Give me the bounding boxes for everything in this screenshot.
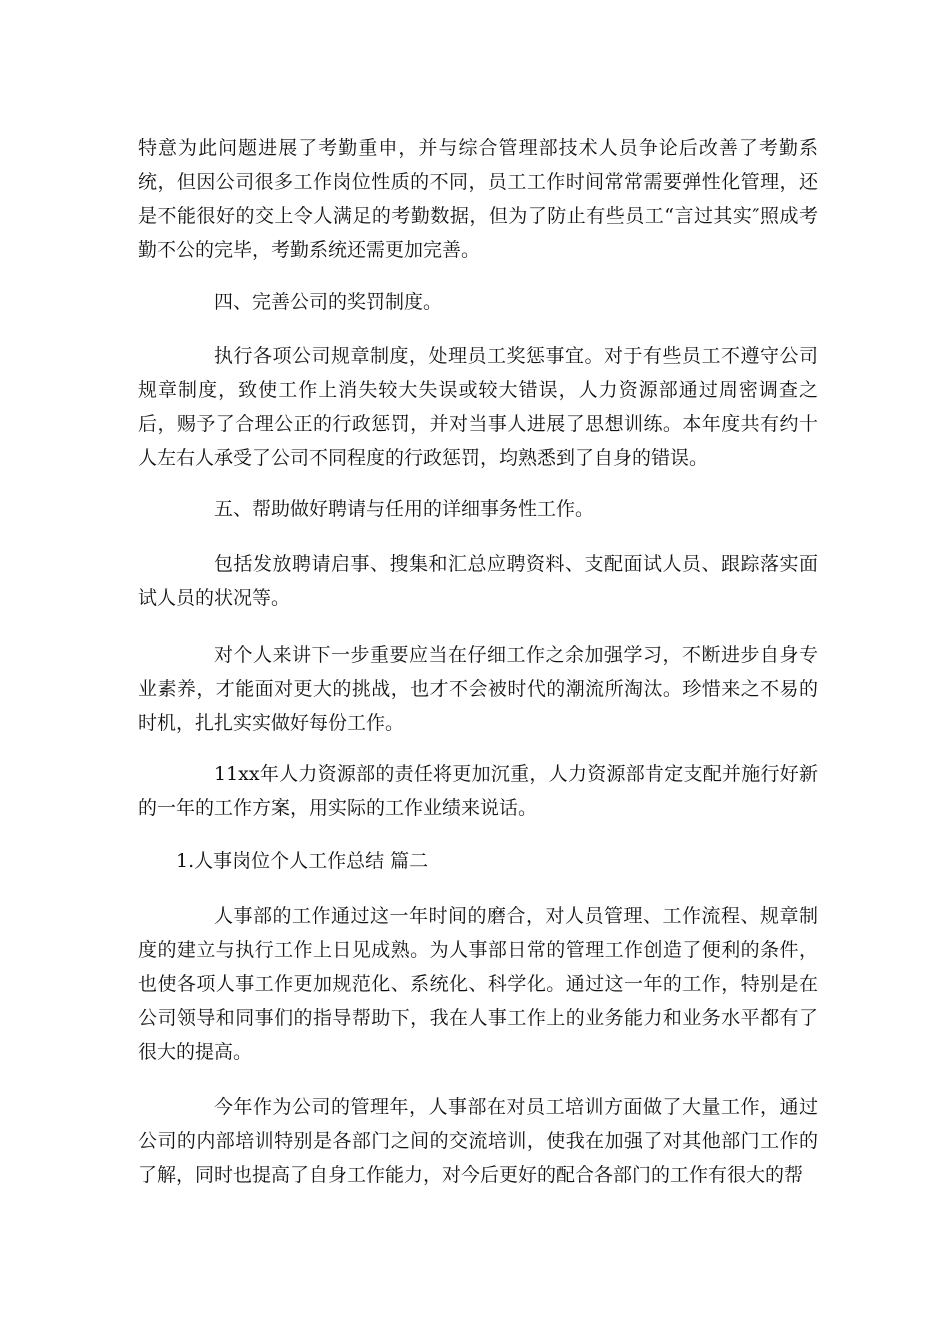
paragraph-recruitment: 包括发放聘请启事、搜集和汇总应聘资料、支配面试人员、跟踪落实面试人员的状况等。 [138,553,818,609]
section-heading-5: 五、帮助做好聘请与任用的详细事务性工作。 [214,498,595,520]
paragraph-rewards: 执行各项公司规章制度，处理员工奖惩事宜。对于有些员工不遵守公司规章制度，致使工作上消失较大失误或较大错误，人力资源部通过周密调查之后，赐予了合理公正的行政惩罚，并对当事人进展了思想训练。本年度共有约十人左右人承受了公司不同程度的行政惩罚，均熟悉到了自身的错误。 [138,345,818,469]
paragraph-hr-work: 人事部的工作通过这一年时间的磨合，对人员管理、工作流程、规章制度的建立与执行工作上日见成熟。为人事部日常的管理工作创造了便利的条件，也使各项人事工作更加规范化、系统化、科学化。通过这一年的工作，特别是在公司领导和同事们的指导帮助下，我在人事工作上的业务能力和业务水平都有了很大的提高。 [138,905,818,1063]
section-title-part2: 1.人事岗位个人工作总结 篇二 [176,850,429,872]
paragraph-personal: 对个人来讲下一步重要应当在仔细工作之余加强学习，不断进步自身专业素养，才能面对更大的挑战，也才不会被时代的潮流所淘汰。珍惜来之不易的时机，扎扎实实做好每份工作。 [138,644,818,734]
paragraph-next-year: 11xx年人力资源部的责任将更加沉重，人力资源部肯定支配并施行好新的一年的工作方案，用实际的工作业绩来说话。 [138,763,818,819]
paragraph-training: 今年作为公司的管理年，人事部在对员工培训方面做了大量工作，通过公司的内部培训特别是各部门之间的交流培训，使我在加强了对其他部门工作的了解，同时也提高了自身工作能力，对今后更好的配合各部门的工作有很大的帮 [138,1096,818,1186]
paragraph-attendance: 特意为此问题进展了考勤重申，并与综合管理部技术人员争论后改善了考勤系统，但因公司很多工作岗位性质的不同，员工工作时间常常需要弹性化管理，还是不能很好的交上令人满足的考勤数据，但为了防止有些员工“言过其实″照成考勤不公的完毕，考勤系统还需更加完善。 [138,137,818,261]
section-heading-4: 四、完善公司的奖罚制度。 [214,291,443,313]
